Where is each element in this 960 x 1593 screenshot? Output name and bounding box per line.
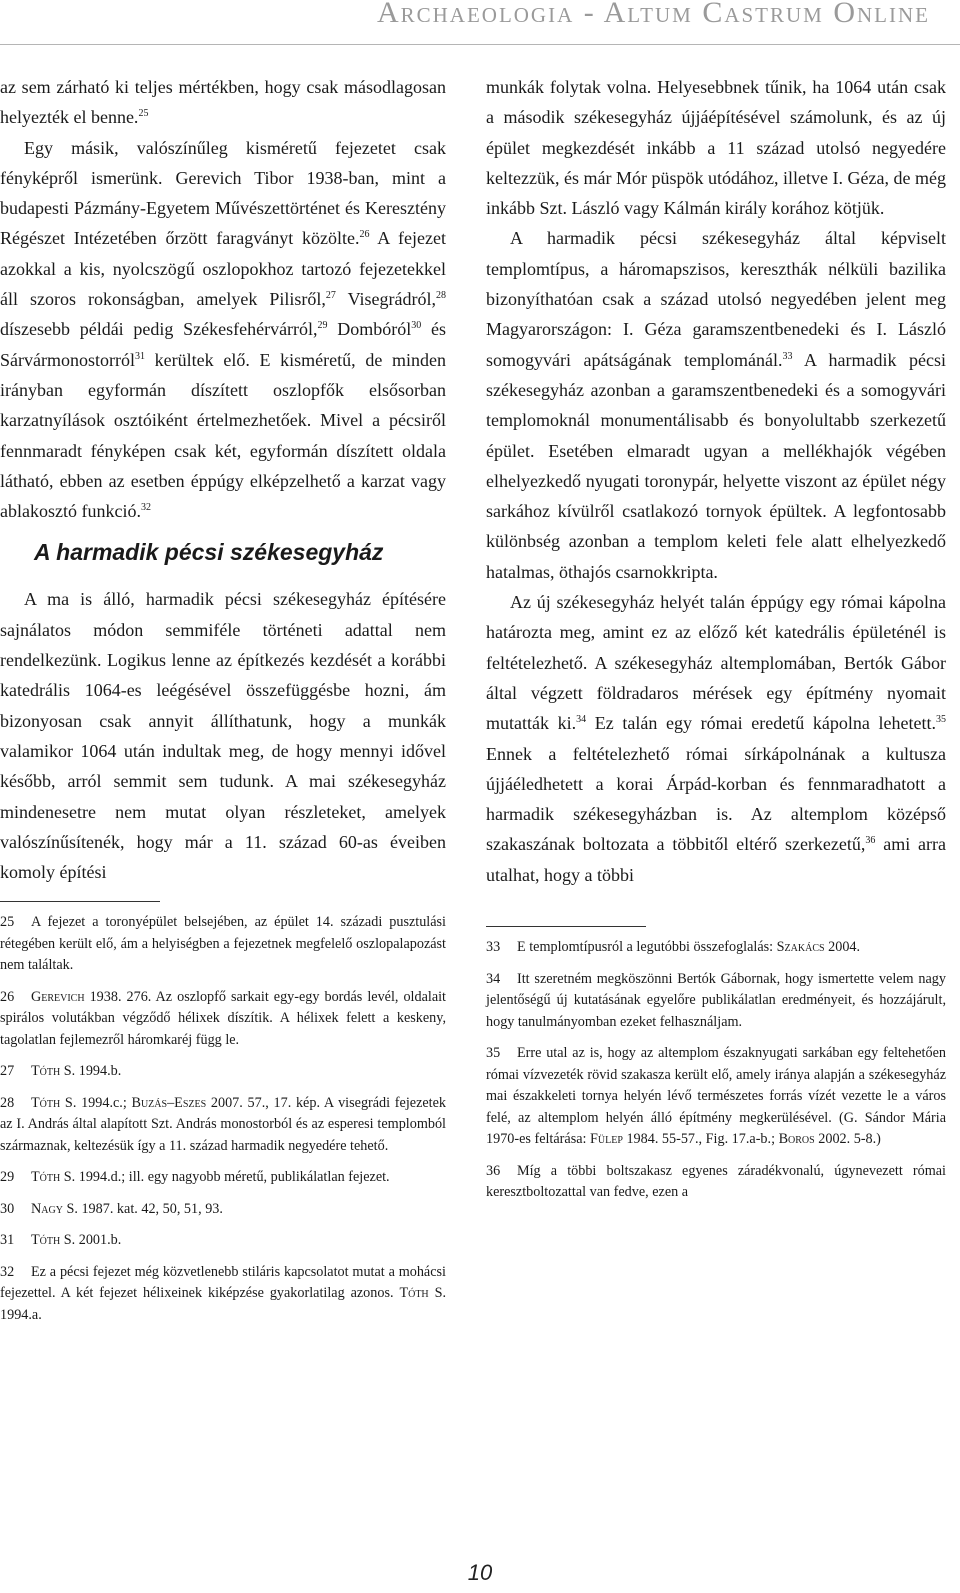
text-run: A fejezet a toronyépület belsejében, az épület 14. századi pusztulási rétegében került elő, ám a helyiségben a fejezetnek megfelelő oszlopalapozást nem találtak. xyxy=(0,914,446,974)
footnote-number: 34 xyxy=(486,970,501,987)
footnote-reference: 25 xyxy=(138,108,149,120)
text-run: Ez talán egy római eredetű kápolna lehetett. xyxy=(586,713,937,734)
text-run: 1984. 55-57., Fig. 17.a-b.; xyxy=(622,1131,779,1148)
footnote-35 xyxy=(486,1043,946,1151)
text-run: A harmadik pécsi székesegyház azonban a garamszentbenedeki és a somogyvári templomoknál monumentálisabb és bonyolultabb szerkezetű épület. Esetében elmaradt ugyan a mellékhajók végében elhelyezkedő nyugati toronypár, helyette viszont az épület négy sarkához kívülről csatlakozó tornyok épültek. A legfontosabb különbség azonban a templom keleti fele alatt elhelyezkedő hatalmas, öthajós csarnokkripta. xyxy=(486,349,946,582)
footnote-reference: 34 xyxy=(576,714,587,726)
author-name: Tóth xyxy=(399,1285,429,1302)
text-run: díszesebb példái pedig Székesfehérvárról, xyxy=(0,319,318,340)
text-run: S. 1994.d.; ill. egy nagyobb méretű, publikálatlan fejezet. xyxy=(60,1169,390,1186)
footnote-30 xyxy=(0,1199,446,1221)
left-footnotes xyxy=(0,912,446,1326)
footnote-number: 33 xyxy=(486,939,501,956)
right-footnotes xyxy=(486,937,946,1204)
right-paragraph-2 xyxy=(486,223,946,587)
author-name: Tóth xyxy=(31,1063,61,1080)
footnote-reference: 30 xyxy=(411,320,422,332)
journal-header: Archaeologia - Altum Castrum Online xyxy=(376,0,930,29)
footnote-number: 36 xyxy=(486,1162,501,1179)
footnote-29 xyxy=(0,1167,446,1189)
text-run: 2004. xyxy=(824,939,861,956)
footnote-31 xyxy=(0,1230,446,1252)
footnote-34 xyxy=(486,969,946,1034)
text-run: S. 1987. kat. 42, 50, 51, 93. xyxy=(62,1200,223,1217)
right-paragraph-1 xyxy=(486,72,946,223)
text-run: Erre utal az is, hogy az altemplom északnyugati sarkában egy feltehetően római vízvezeték rövid szakasza került elő, amely iránya alapján a székesegyház mai északkeleti tornya helyén lévő természetes forrás vízét vezette le a város felé, az altemplom helyén álló építmény megkerülésével. (G. Sándor Mária 1970-es feltárása: xyxy=(486,1045,946,1148)
text-run: kerültek elő. E kisméretű, de minden irányban egyformán díszített oszlopfők elsősorban karzatnyílások osztóiként értelmezhetőek. Mivel a pécsiről fennmaradt fényképen csak két, egyformán díszített oldala látható, ebben az esetben éppúgy elképzelhető a karzat vagy ablakosztó funkció. xyxy=(0,349,446,522)
footnote-reference: 35 xyxy=(936,714,947,726)
text-run: Dombóról xyxy=(327,319,412,340)
left-paragraph-2 xyxy=(0,133,446,527)
left-paragraph-1 xyxy=(0,72,446,133)
footnote-25 xyxy=(0,912,446,977)
text-run: 2007. 57., 17. kép. A visegrádi fejezetek az I. András által alapított Szt. András monostorból és az esperesi templomból származnak, keltezésük így a 11. század harmadik negyedére tehető. xyxy=(0,1094,446,1154)
text-run: A fejezet azokkal a kis, nyolcszögű oszlopokhoz tartozó fejezetekkel áll szoros rokonságban, amelyek Pilisről, xyxy=(0,228,446,310)
footnote-32 xyxy=(0,1262,446,1327)
text-run: Ennek a feltételezhető római sírkápolnának a kultusza újjáéledhetett a korai Árpád-korban és fennmaradhatott a harmadik székesegyházban is. Az altemplom középső szakaszának boltozata a többitől eltérő szerkezetű, xyxy=(486,743,946,855)
footnote-reference: 26 xyxy=(359,229,370,241)
footnote-reference: 29 xyxy=(317,320,328,332)
text-run: Míg a többi boltszakasz egyenes záradékvonalú, úgynevezett római keresztboltozattal van fedve, ezen a xyxy=(486,1162,946,1201)
footnote-reference: 28 xyxy=(435,290,446,302)
footnote-33 xyxy=(486,937,946,959)
text-run: Visegrádról, xyxy=(335,289,436,310)
footnote-divider xyxy=(0,901,160,902)
text-run: munkák folytak volna. Helyesebbnek tűnik, ha 1064 után csak a második székesegyház újjáépítésével számolunk, és az új épület megkezdését inkább a 11 század utolsó negyedére keltezzük, és már Mór püspök utódához, illetve I. Géza, de még inkább Szt. László vagy Kálmán király korához kötjük. xyxy=(486,77,946,219)
footnote-reference: 31 xyxy=(134,350,145,362)
left-body-section xyxy=(0,584,446,887)
footnote-36 xyxy=(486,1161,946,1204)
footnote-number: 28 xyxy=(0,1094,15,1111)
text-run: 2002. 5-8.) xyxy=(814,1131,881,1148)
text-run: és Sárvármonostorról xyxy=(0,319,446,370)
right-column xyxy=(486,72,946,1214)
footnote-reference: 27 xyxy=(325,290,336,302)
author-name: Nagy xyxy=(31,1200,63,1217)
text-run: A harmadik pécsi székesegyház által képviselt templomtípus, a háromapszisos, kereszthák nélküli bazilika bizonyíthatóan csak a század utolsó negyedében jelent meg Magyarországon: I. Géza garamszentbenedeki és I. László somogyvári apátságának templománál. xyxy=(486,228,946,370)
text-run: Egy másik, valószínűleg kisméretű fejezetet csak fényképről ismerünk. Gerevich Tibor 1938-ban, mint a budapesti Pázmány-Egyetem Művészettörténet és Keresztény Régészet Intézetében őrzött faragványt közölte. xyxy=(0,137,446,249)
left-column xyxy=(0,72,446,1336)
author-name: Tóth xyxy=(31,1232,61,1249)
footnote-number: 35 xyxy=(486,1045,501,1062)
text-run: 1938. 276. Az oszlopfő sarkait egy-egy bordás levél, oldalait spirálos volutákban végződő hélixek díszítik. A hélixek felett a keskeny, tagolatlan fejlemezről háromkaréj függ le. xyxy=(0,988,446,1048)
footnote-26 xyxy=(0,987,446,1052)
footnote-divider xyxy=(486,926,646,927)
header-divider xyxy=(0,44,960,45)
footnote-27 xyxy=(0,1061,446,1083)
text-run: S. 1994.a. xyxy=(0,1285,447,1323)
text-run: S. 1994.c.; xyxy=(60,1094,132,1111)
text-run: Itt szeretném megköszönni Bertók Gábornak, hogy ismertette velem nagy jelentőségű új kutatásának egyelőre publikálatlan eredményeit, és hozzájárult, hogy tanulmányomban ezeket felhasználjam. xyxy=(486,970,946,1030)
text-run: E templomtípusról a legutóbbi összefoglalás: xyxy=(517,939,777,956)
text-run: Ez a pécsi fejezet még közvetlenebb stiláris kapcsolatot mutat a mohácsi fejezettel. A két fejezet hélixeinek kiképzése gyakorlatilag azonos. xyxy=(0,1263,446,1302)
author-name: Tóth xyxy=(31,1094,61,1111)
footnote-number: 30 xyxy=(0,1200,15,1217)
text-run: S. 2001.b. xyxy=(60,1232,122,1249)
text-run: S. 1994.b. xyxy=(60,1063,122,1080)
author-name: Szakács xyxy=(776,939,825,956)
footnote-reference: 33 xyxy=(782,350,793,362)
footnote-28 xyxy=(0,1093,446,1158)
left-body xyxy=(0,72,446,526)
footnote-number: 29 xyxy=(0,1169,15,1186)
footnote-number: 27 xyxy=(0,1063,15,1080)
author-name: Boros xyxy=(778,1131,815,1148)
left-paragraph-3 xyxy=(0,584,446,887)
text-run: ami arra utalhat, hogy a többi xyxy=(486,834,946,885)
author-name: Buzás–Eszes xyxy=(131,1094,207,1111)
author-name: Gerevich xyxy=(31,988,85,1005)
footnote-number: 25 xyxy=(0,914,15,931)
author-name: Tóth xyxy=(31,1169,61,1186)
right-body xyxy=(486,72,946,890)
author-name: Fülep xyxy=(590,1131,623,1148)
footnote-number: 26 xyxy=(0,988,15,1005)
footnote-number: 31 xyxy=(0,1232,15,1249)
section-title: A harmadik pécsi székesegyház xyxy=(34,539,384,566)
footnote-number: 32 xyxy=(0,1263,15,1280)
text-run: az sem zárható ki teljes mértékben, hogy csak másodlagosan helyezték el benne. xyxy=(0,77,446,128)
text-run: A ma is álló, harmadik pécsi székesegyház építésére sajnálatos módon semmiféle történeti adattal nem rendelkezünk. Logikus lenne az építkezés kezdését a korábbi katedrális 1064-es leégésével összefüggésbe hozni, ám bizonyosan csak annyit állíthatunk, hogy a munkák valamikor 1064 után indultak meg, de hogy mennyi idővel később, arról semmit sem tudunk. A mai székesegyház mindenesetre nem mutat olyan részleteket, amelyek valószínűsítenék, hogy már a 11. század 60-as éveiben komoly építési xyxy=(0,589,446,883)
page-number: 10 xyxy=(467,1560,493,1585)
right-paragraph-3 xyxy=(486,587,946,890)
text-run: Az új székesegyház helyét talán éppúgy egy római kápolna határozta meg, amint ez az előző két katedrális épületénél is feltételezhető. A székesegyház altemplomában, Bertók Gábor által végzett földradaros mérések egy építmény nyomait mutatták ki. xyxy=(486,592,946,734)
footnote-reference: 32 xyxy=(140,502,151,514)
footnote-reference: 36 xyxy=(865,835,876,847)
